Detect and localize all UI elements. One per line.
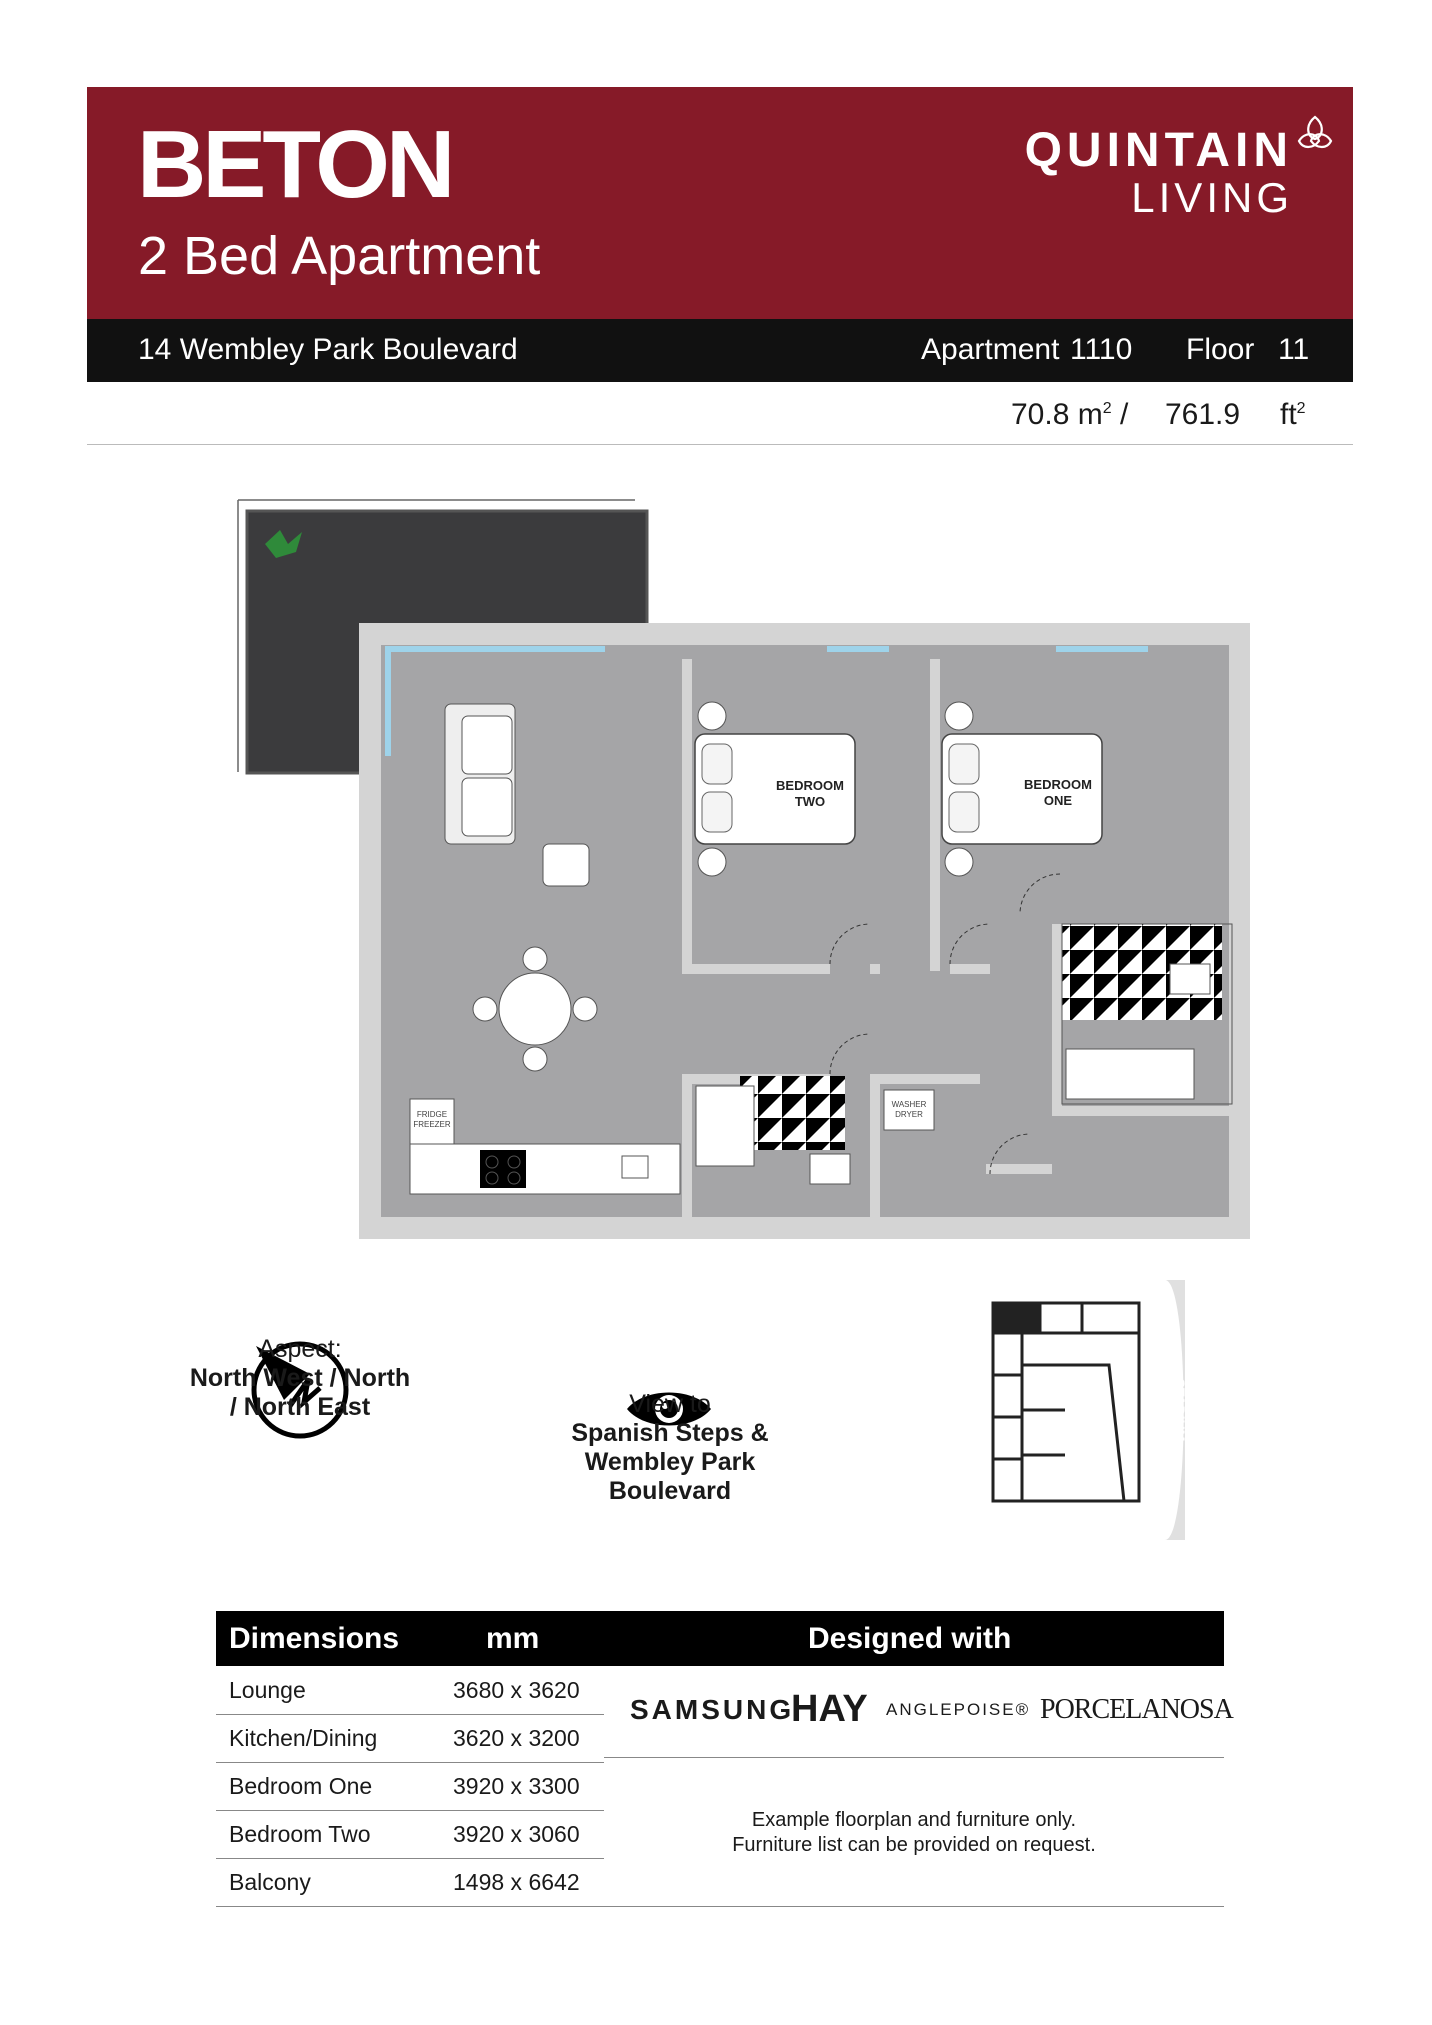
washer-label-1: WASHER (891, 1100, 927, 1109)
room-size: 3920 x 3300 (453, 1773, 580, 1799)
room-name: Bedroom One (229, 1773, 373, 1799)
table-row (216, 1714, 604, 1763)
porcelanosa-logo: PORCELANOSA (1040, 1694, 1233, 1725)
trefoil-logo-icon (1295, 113, 1335, 153)
bedroom-two-label-1: BEDROOM (776, 778, 844, 793)
fridge-label-1: FRIDGE (416, 1110, 448, 1119)
samsung-logo: SAMSUNG (630, 1694, 795, 1725)
apartment-number: 1110 (1070, 333, 1133, 366)
area-separator: / (1119, 398, 1129, 431)
aspect-line-2: / North East (229, 1393, 371, 1421)
table-row (216, 1858, 1224, 1907)
note-line-1: Example floorplan and furniture only. (751, 1809, 1077, 1831)
fridge-label-2: FREEZER (413, 1120, 451, 1129)
disclaimer-note (604, 1808, 1224, 1858)
room-size: 3680 x 3620 (453, 1677, 580, 1703)
area-sqft (1280, 398, 1306, 432)
room-size: 3620 x 3200 (453, 1725, 580, 1751)
view-label: View to (629, 1390, 711, 1418)
view-line-1: Spanish Steps & (571, 1419, 769, 1447)
view-block (540, 1390, 800, 1506)
view-line-3: Boulevard (608, 1477, 732, 1505)
area-sqm-unit: m (1077, 398, 1103, 431)
header-banner (87, 87, 1353, 319)
table-row (216, 1666, 604, 1715)
hay-logo: HAY (791, 1688, 868, 1730)
area-sqft-value: 761.9 (1165, 398, 1241, 431)
logo-main-text: QUINTAIN (1024, 124, 1293, 177)
aspect-line-1: North West / North (189, 1364, 411, 1392)
room-name: Bedroom Two (229, 1821, 371, 1847)
table-row (216, 1810, 604, 1859)
room-name: Lounge (229, 1677, 306, 1703)
bedroom-one-label-2: ONE (1043, 793, 1073, 808)
apartment-label: Apartment (921, 333, 1060, 366)
room-name: Balcony (229, 1869, 311, 1895)
table-row (216, 1762, 604, 1811)
bedroom-one-label-1: BEDROOM (1024, 777, 1092, 792)
stadium-label: STADIUM (1172, 1378, 1188, 1442)
aspect-block (160, 1335, 440, 1422)
view-line-2: Wembley Park (584, 1448, 756, 1476)
room-size: 1498 x 6642 (453, 1869, 580, 1895)
key-plan (985, 1270, 1225, 1550)
aspect-label: Aspect: (258, 1335, 342, 1363)
area-sqm (1011, 398, 1128, 432)
room-size: 3920 x 3060 (453, 1821, 580, 1847)
dimensions-table-header (216, 1611, 1224, 1666)
apartment-highlight (993, 1303, 1040, 1333)
washer-label-2: DRYER (895, 1110, 923, 1119)
area-sqm-power: 2 (1102, 400, 1112, 417)
column-mm: mm (486, 1622, 540, 1655)
address: 14 Wembley Park Boulevard (138, 333, 518, 366)
note-line-2: Furniture list can be provided on request. (732, 1834, 1096, 1856)
floor-plan (230, 494, 1250, 1239)
info-bar (87, 319, 1353, 382)
anglepoise-logo: ANGLEPOISE® (886, 1700, 1031, 1719)
area-sqft-unit: ft (1280, 398, 1297, 431)
building-name: BETON (137, 111, 452, 218)
column-designed-with: Designed with (808, 1622, 1012, 1655)
brand-logos (627, 1688, 1233, 1756)
floor-label: Floor (1186, 333, 1255, 366)
room-name: Kitchen/Dining (229, 1725, 378, 1751)
logo-sub-text: LIVING (1131, 174, 1293, 221)
area-sqm-value: 70.8 (1011, 398, 1070, 431)
area-sqft-power: 2 (1296, 400, 1306, 417)
divider (604, 1757, 1224, 1758)
divider (87, 444, 1353, 445)
floor-number: 11 (1278, 333, 1310, 366)
quintain-living-logo (1024, 124, 1293, 221)
column-dimensions: Dimensions (229, 1622, 400, 1655)
bedroom-two-label-2: TWO (794, 794, 826, 809)
apartment-type: 2 Bed Apartment (138, 226, 541, 286)
